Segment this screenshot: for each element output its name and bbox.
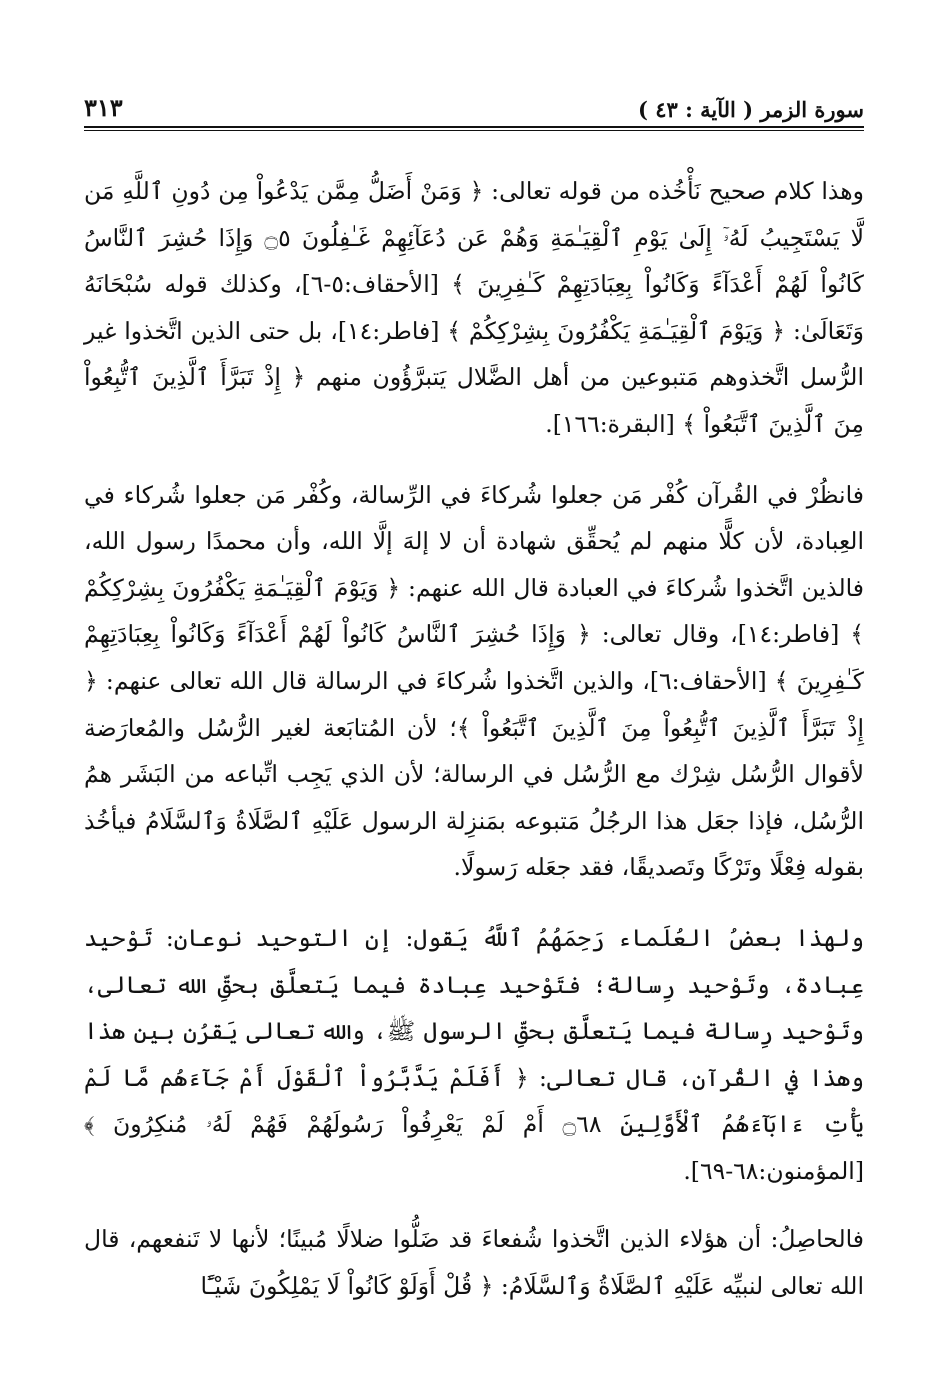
header-divider	[84, 126, 864, 128]
paragraph-1: وهذا كلام صحيح نَأْخُذه من قوله تعالى: ﴿ وَمَنْ أَضَلُّ مِمَّن يَدْعُواْ مِن دُونِ ٱللَّهِ مَن لَّا يَسْتَجِيبُ لَهُۥٓ إِلَىٰ يَوْمِ ٱلْقِيَـٰمَةِ وَهُمْ عَن دُعَآئِهِمْ غَـٰفِلُونَ ۝٥ وَإِذَا حُشِرَ ٱلنَّاسُ كَانُواْ لَهُمْ أَعْدَآءً وَكَانُواْ بِعِبَادَتِهِمْ كَـٰفِرِينَ ﴾ [الأحقاف:٥-٦]، وكذلك قوله سُبْحَانَهُ وَتَعَالَىٰ: ﴿ وَيَوْمَ ٱلْقِيَـٰمَةِ يَكْفُرُونَ بِشِرْكِكُمْ ﴾ [فاطر:١٤]، بل حتى الذين اتَّخذوا غير الرُّسل اتَّخذوهم مَتبوعين من أهل الضَّلال يَتبرَّؤُون منهم ﴿ إِذْ تَبَرَّأَ ٱلَّذِينَ ٱتُّبِعُواْ مِنَ ٱلَّذِينَ ٱتَّبَعُواْ ﴾ [البقرة:١٦٦].	[84, 177, 864, 438]
paragraph-2: فانظُرْ في القُرآن كُفْر مَن جعلوا شُركاءَ في الرِّسالة، وكُفْر مَن جعلوا شُركاء في العِبادة، لأن كلًّا منهم لم يُحقِّق شهادة أن لا إلهَ إلَّا الله، وأن محمدًا رسول الله، فالذين اتَّخذوا شُركاءَ في العبادة قال الله عنهم: ﴿ وَيَوْمَ ٱلْقِيَـٰمَةِ يَكْفُرُونَ بِشِرْكِكُمْ ﴾ [فاطر:١٤]، وقال تعالى: ﴿ وَإِذَا حُشِرَ ٱلنَّاسُ كَانُواْ لَهُمْ أَعْدَآءً وَكَانُواْ بِعِبَادَتِهِمْ كَـٰفِرِينَ ﴾ [الأحقاف:٦]، والذين اتَّخذوا شُركاءَ في الرسالة قال الله تعالى عنهم: ﴿ إِذْ تَبَرَّأَ ٱلَّذِينَ ٱتُّبِعُواْ مِنَ ٱلَّذِينَ ٱتَّبَعُواْ ﴾؛ لأن المُتابَعة لغير الرُّسُل والمُعارَضة لأقوال الرُّسُل شِرْك مع الرُّسُل في الرسالة؛ لأن الذي يَجِب اتِّباعه من البَشَر همُ الرُّسُل، فإذا جعَل هذا الرجُلُ مَتبوعه بمَنزِلة الرسول عَلَيْهِ ٱلصَّلَاةُ وَٱلسَّلَامُ فيأخُذ بقوله فِعْلًا وتَرْكًا وتَصديقًا، فقد جعَله رَسولًا.	[84, 480, 864, 882]
page-header	[84, 78, 864, 122]
paragraph-4: فالحاصِلُ: أن هؤلاء الذين اتَّخذوا شُفعاءَ قد ضَلُّوا ضلالًا مُبينًا؛ لأنها لا تَنفعهم، قال الله تعالى لنبيِّه عَلَيْهِ ٱلصَّلَاةُ وَٱلسَّلَامُ: ﴿ قُلْ أَوَلَوْ كَانُواْ لَا يَمْلِكُونَ شَيْـًٔا	[84, 1225, 864, 1301]
page-number: ٣١٣	[84, 93, 123, 122]
header-divider-thin	[84, 130, 864, 131]
paragraph-3: ولهذا بعضُ العُلَماء رَحِمَهُمُ ٱللَّهُ يَقول: إن التوحيد نوعان: تَوْحيد عِبادة، وتَوْحيد رِسالة؛ فتَوْحيد عِبادة فيما يَتعلَّق بحقِّ الله تعالى، وتَوْحيد رِسالة فيما يَتعلَّق بحقِّ الرسول ﷺ، والله تعالى يَقرُن بين هذا وهذا في القُرآن، قال تعالى: ﴿ أَفَلَمْ يَدَّبَّرُواْ ٱلْقَوْلَ أَمْ جَآءَهُم مَّا لَمْ يَأْتِ ءَابَآءَهُمُ ٱلْأَوَّلِينَ ۝٦٨ أَمْ لَمْ يَعْرِفُواْ رَسُولَهُمْ فَهُمْ لَهُۥ مُنكِرُونَ ﴾ [المؤمنون:٦٨-٦٩].	[84, 923, 865, 1185]
surah-title: سورة الزمر ( الآية : ٤٣ )	[637, 97, 864, 122]
page-body	[84, 168, 864, 1334]
